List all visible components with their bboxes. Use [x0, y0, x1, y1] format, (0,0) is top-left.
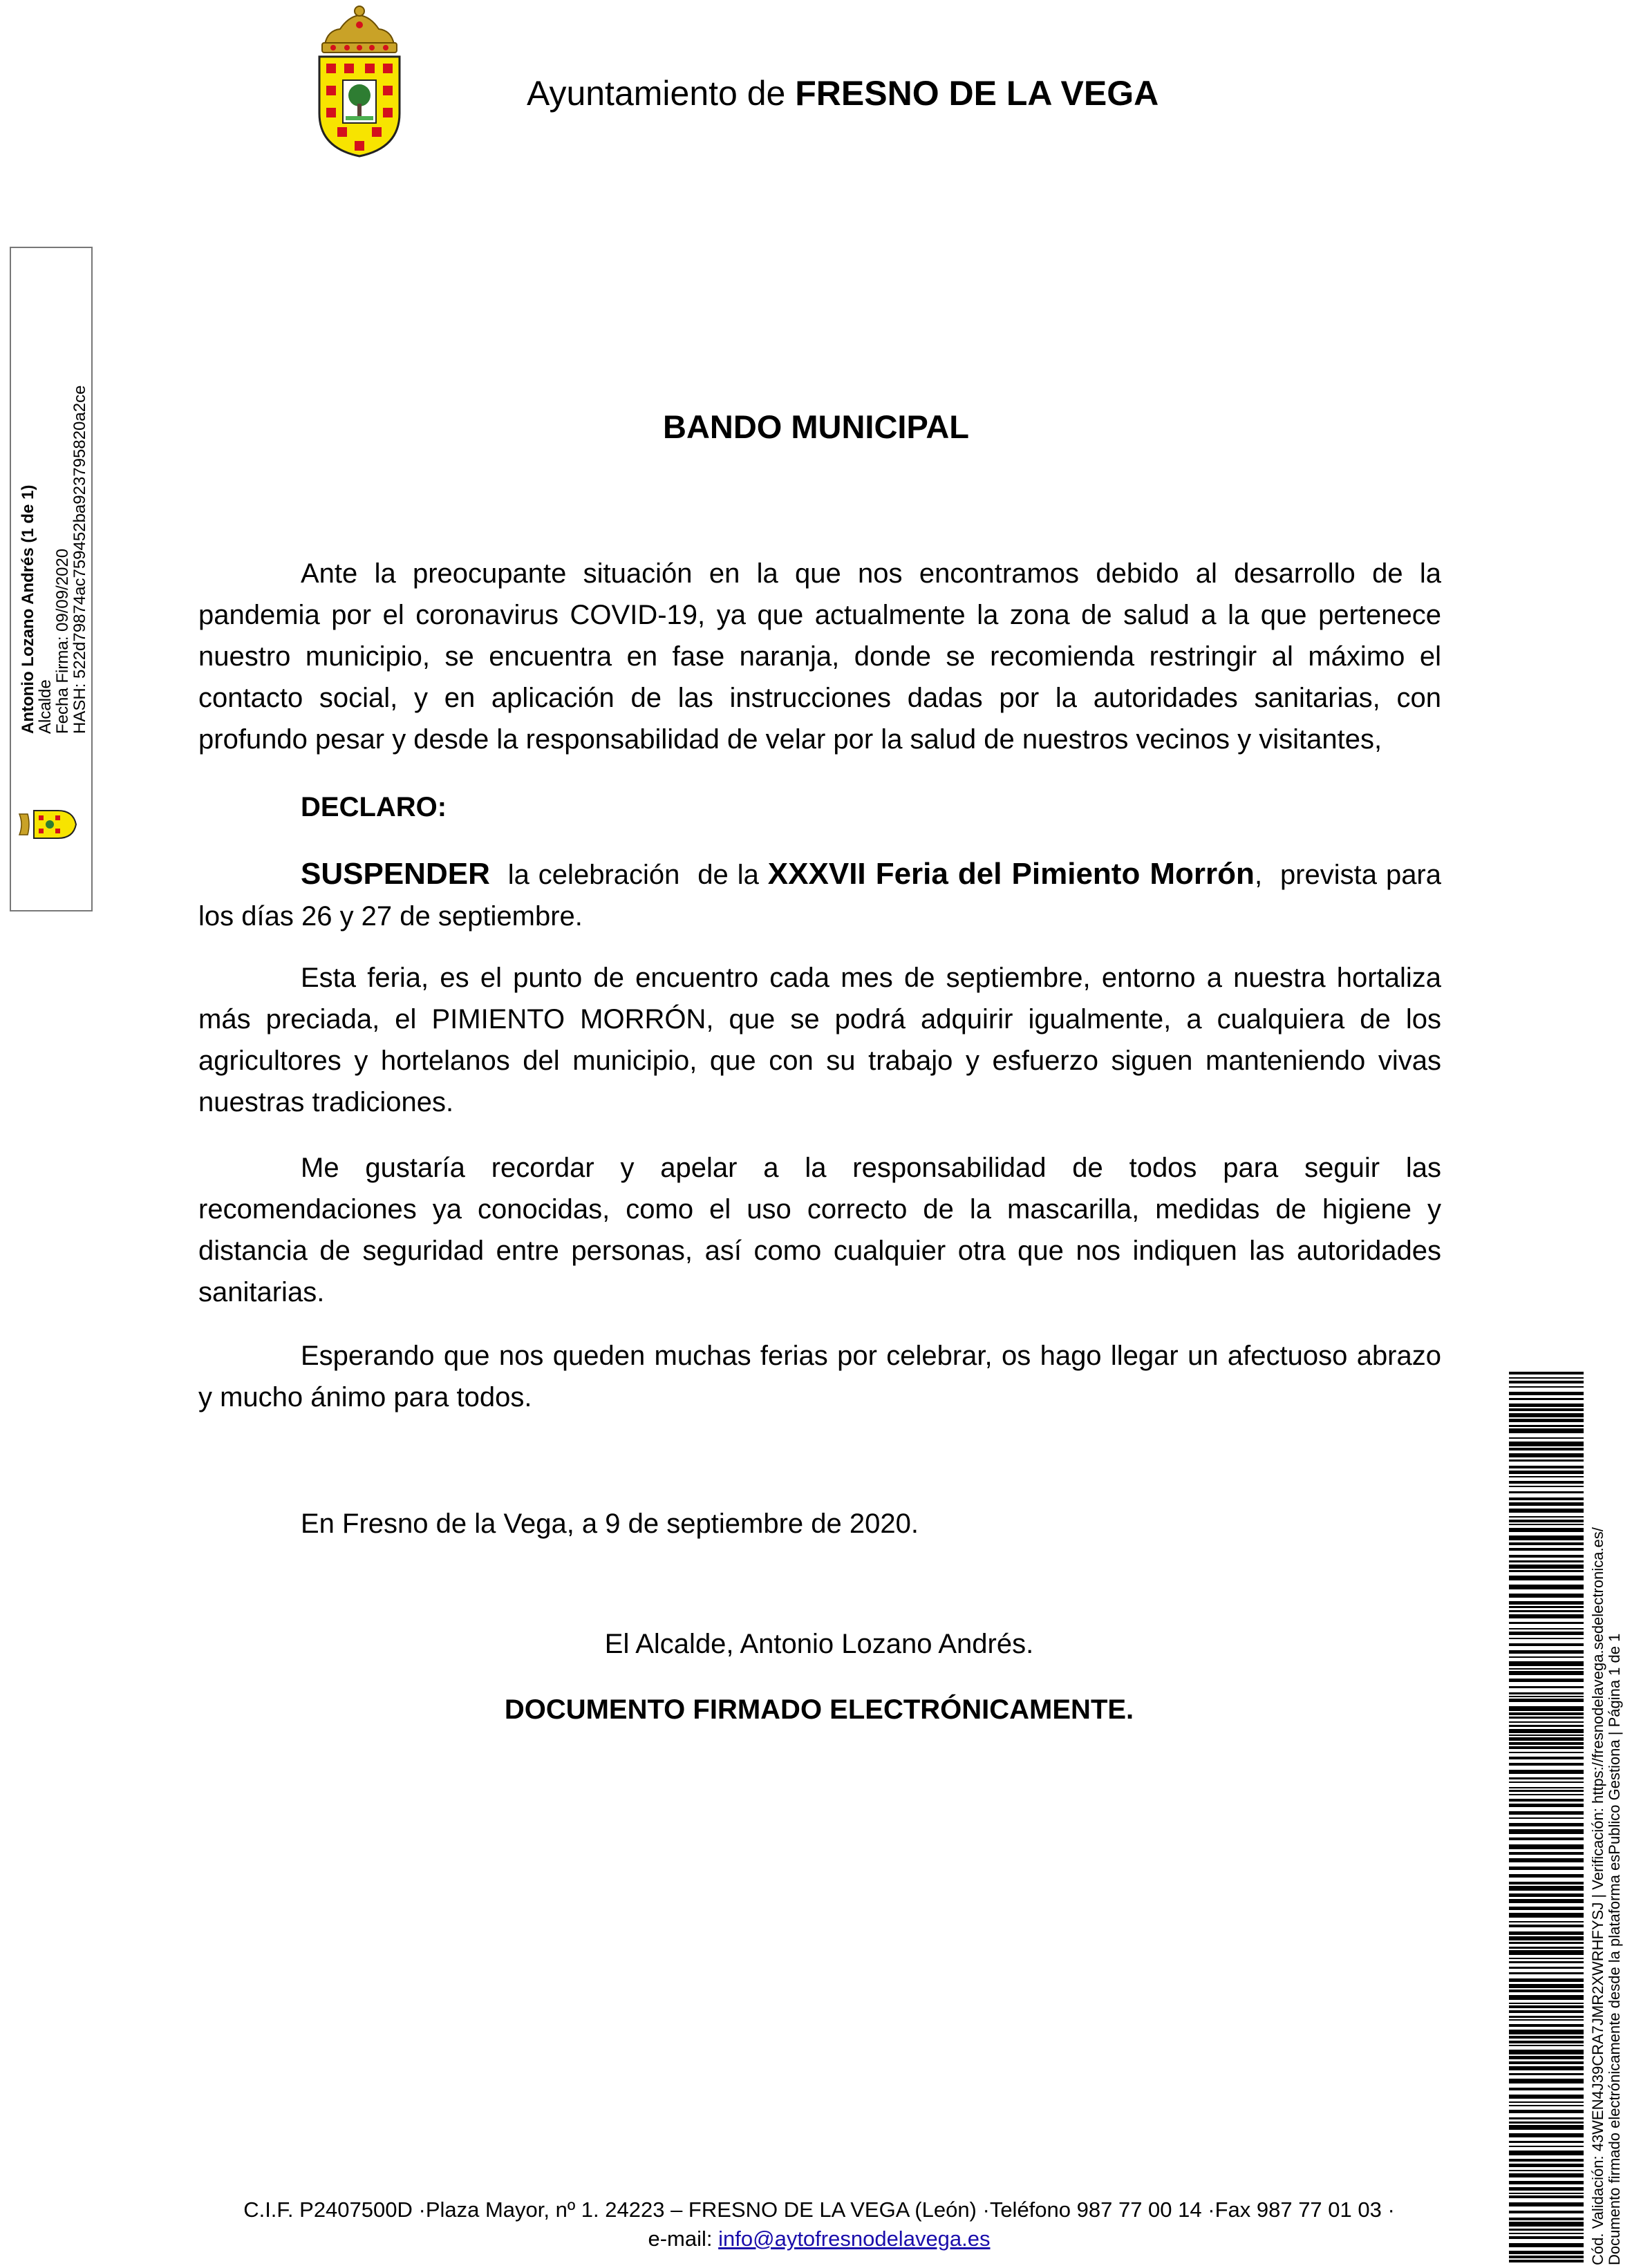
barcode-bar [1509, 1867, 1584, 1870]
barcode-bar [1509, 1721, 1584, 1723]
barcode-bar [1509, 1886, 1584, 1891]
barcode-bar [1509, 1737, 1584, 1741]
barcode-bar [1509, 2079, 1584, 2083]
signature-hash: HASH: 522d79874ac759452ba923795820a2ce [71, 385, 89, 734]
barcode-bar [1509, 1386, 1584, 1388]
barcode-bar [1509, 1610, 1584, 1612]
footer-email-label: e-mail: [648, 2227, 719, 2251]
barcode-bar [1509, 1509, 1584, 1513]
barcode-bar [1509, 1679, 1584, 1682]
signature-name: Antonio Lozano Andrés (1 de 1) [19, 484, 37, 734]
barcode-bar [1509, 1950, 1584, 1955]
barcode-bar [1509, 1823, 1584, 1826]
barcode-bar [1509, 1907, 1584, 1910]
barcode-bar [1509, 1984, 1584, 1988]
date-line: En Fresno de la Vega, a 9 de septiembre de 2020. [301, 1509, 919, 1539]
barcode-bar [1509, 1746, 1584, 1749]
barcode-bar [1509, 2125, 1584, 2130]
barcode-bar [1509, 1628, 1584, 1629]
barcode-bar [1509, 2016, 1584, 2018]
barcode-bar [1509, 1565, 1584, 1569]
barcode-bar [1509, 2088, 1584, 2090]
barcode-bar [1509, 1442, 1584, 1446]
barcode-bar [1509, 2222, 1584, 2227]
municipal-crest-logo [312, 3, 406, 158]
barcode-bar [1509, 1712, 1584, 1715]
paragraph-despedida: Esperando que nos queden muchas ferias por celebrar, os hago llegar un afectuoso abrazo y mucho ánimo para todos. [198, 1341, 1441, 1412]
barcode-bar [1509, 1967, 1584, 1969]
barcode-bar [1509, 1893, 1584, 1897]
barcode-bar [1509, 2030, 1584, 2034]
signed-notice: DOCUMENTO FIRMADO ELECTRÓNICAMENTE. [504, 1694, 1134, 1725]
barcode-bar [1509, 1874, 1584, 1878]
barcode-bar [1509, 1381, 1584, 1383]
barcode-bar [1509, 2105, 1584, 2106]
barcode-bar [1509, 1757, 1584, 1759]
paragraph-responsabilidad: Me gustaría recordar y apelar a la responsabilidad de todos para seguir las recomendaciones ya conocidas, como el uso correcto de la mascarilla, medidas de higiene y distancia de seguridad entre personas, así como cualquier otra que nos indiquen las autoridades sanitarias. [198, 1153, 1441, 1307]
barcode-bar [1509, 1717, 1584, 1719]
footer-address: C.I.F. P2407500D ·Plaza Mayor, nº 1. 24223 – FRESNO DE LA VEGA (León) ·Teléfono 987 77 00 14 ·Fax 987 77 01 03 · [243, 2198, 1395, 2222]
barcode-bar [1509, 1844, 1584, 1849]
barcode-bar [1509, 1516, 1584, 1518]
barcode-bar [1509, 1921, 1584, 1922]
barcode-bar [1509, 1852, 1584, 1855]
barcode-bar [1509, 1524, 1584, 1525]
barcode-bar [1509, 2133, 1584, 2137]
suspender-text-2: , prevista para los días 26 y 27 de septiembre. [198, 860, 1450, 932]
barcode-bar [1509, 1448, 1584, 1450]
verification-code-line: Cód. Validación: 43WEN4J39CRA7JMR2XWRHFYSJ | Verificación: https://fresnodelavega.sedelectronica.es/ [1589, 1527, 1606, 2265]
barcode-bar [1509, 1811, 1584, 1815]
barcode-bar [1509, 2164, 1584, 2167]
barcode-bar [1509, 1837, 1584, 1840]
barcode-bar [1509, 2260, 1584, 2262]
barcode-bar [1509, 1936, 1584, 1940]
barcode-bar [1509, 1692, 1584, 1694]
barcode-bar [1509, 1882, 1584, 1884]
signature-role: Alcalde [36, 679, 55, 734]
barcode-bar [1509, 1622, 1584, 1624]
barcode-bar [1509, 1585, 1584, 1589]
barcode-bar [1509, 1459, 1584, 1462]
header-title [527, 73, 1159, 113]
barcode-bar [1509, 2024, 1584, 2027]
barcode-bar [1509, 1520, 1584, 1522]
barcode-bar [1509, 1961, 1584, 1963]
barcode-bar [1509, 1787, 1584, 1788]
barcode-bar [1509, 2110, 1584, 2113]
barcode-bar [1509, 1528, 1584, 1532]
barcode-bar [1509, 1656, 1584, 1658]
barcode-bar [1509, 1476, 1584, 1477]
suspender-label: SUSPENDER [301, 857, 490, 891]
barcode-bar [1509, 1742, 1584, 1745]
barcode-bar [1509, 1777, 1584, 1779]
barcode-bar [1509, 1606, 1584, 1608]
barcode-bar [1509, 2146, 1584, 2147]
event-name: XXXVII Feria del Pimiento Morrón [767, 857, 1255, 891]
barcode-bar [1509, 1899, 1584, 1903]
barcode-bar [1509, 2095, 1584, 2099]
barcode-bar [1509, 2159, 1584, 2162]
document-title: BANDO MUNICIPAL [663, 408, 969, 445]
barcode-bar [1509, 1752, 1584, 1753]
paragraph-intro: Ante la preocupante situación en la que nos encontramos debido al desarrollo de la pandemia por el coronavirus COVID-19, ya que actualmente la zona de salud a la que pertenece nuestro municipio, se encuentra en fase naranja, donde se recomienda restringir al máximo el contacto social, y en aplicación de las instrucciones dadas por la autoridades sanitarias, con profundo pesar y desde la responsabilidad de velar por la salud de nuestros vecinos y visitantes, [198, 558, 1441, 755]
barcode-bar [1509, 1958, 1584, 1959]
barcode-bar [1509, 1437, 1584, 1439]
barcode-bar [1509, 1542, 1584, 1545]
barcode-bar [1509, 2010, 1584, 2013]
barcode-bar [1509, 2151, 1584, 2155]
header-title-municipality: FRESNO DE LA VEGA [795, 74, 1159, 113]
barcode-bar [1509, 1858, 1584, 1862]
barcode-bar [1509, 2056, 1584, 2059]
barcode-bar [1509, 1614, 1584, 1618]
barcode-bar [1509, 1555, 1584, 1558]
barcode-bar [1509, 2045, 1584, 2046]
barcode-bar [1509, 1428, 1584, 1433]
barcode-bar [1509, 1466, 1584, 1468]
verification-text-block [1590, 1527, 1623, 2265]
declaro-heading [198, 786, 1441, 828]
barcode-bar [1509, 2181, 1584, 2184]
barcode-bar [1509, 1794, 1584, 1795]
barcode-bar [1509, 1729, 1584, 1733]
barcode-bar [1509, 2170, 1584, 2171]
barcode-bar [1509, 1497, 1584, 1500]
barcode-bar [1509, 1377, 1584, 1379]
barcode-bar [1509, 1978, 1584, 1982]
barcode-bar [1509, 1804, 1584, 1807]
barcode-bar [1509, 2036, 1584, 2039]
barcode-bar [1509, 1686, 1584, 1688]
barcode-bar [1509, 1668, 1584, 1670]
barcode-bar [1509, 2121, 1584, 2124]
signer-line: El Alcalde, Antonio Lozano Andrés. [604, 1629, 1034, 1659]
barcode-bar [1509, 2173, 1584, 2177]
barcode-bar [1509, 1570, 1584, 1572]
barcode-bar [1509, 2101, 1584, 2103]
barcode-bar [1509, 1481, 1584, 1484]
barcode-bar [1509, 2050, 1584, 2054]
barcode-bar [1509, 1972, 1584, 1974]
barcode-bar [1509, 1404, 1584, 1407]
barcode-bar [1509, 1408, 1584, 1411]
barcode-bar [1509, 2073, 1584, 2075]
barcode-bar [1509, 1913, 1584, 1918]
barcode-bar [1509, 1535, 1584, 1540]
declaro-label: DECLARO: [301, 792, 447, 822]
verification-barcode [1509, 1372, 1584, 2263]
barcode-bar [1509, 1799, 1584, 1802]
barcode-bar [1509, 1790, 1584, 1792]
barcode-bar [1509, 2141, 1584, 2143]
barcode-bar [1509, 1413, 1584, 1417]
barcode-bar [1509, 1706, 1584, 1711]
barcode-bar [1509, 1770, 1584, 1774]
barcode-bar [1509, 1931, 1584, 1935]
barcode-bar [1509, 1594, 1584, 1598]
barcode-bar [1509, 1491, 1584, 1493]
verification-platform-line: Documento firmado electrónicamente desde la plataforma esPublico Gestiona | Página 1 de 1 [1606, 1633, 1623, 2265]
barcode-bar [1509, 2005, 1584, 2008]
barcode-bar [1509, 2041, 1584, 2043]
barcode-bar [1509, 2187, 1584, 2191]
barcode-bar [1509, 1661, 1584, 1666]
paragraph-feria: Esta feria, es el punto de encuentro cada mes de septiembre, entorno a nuestra hortaliza más preciada, el PIMIENTO MORRÓN, que se podrá adquirir igualmente, a cualquiera de los agricultores y hortelanos del municipio, que con su trabajo y esfuerzo siguen manteniendo vivas nuestras tradiciones. [198, 963, 1441, 1117]
barcode-bar [1509, 1735, 1584, 1736]
barcode-bar [1509, 1425, 1584, 1427]
barcode-bar [1509, 1995, 1584, 2000]
barcode-bar [1509, 2193, 1584, 2194]
barcode-bar [1509, 1419, 1584, 1422]
barcode-bar [1509, 1763, 1584, 1766]
barcode-bar [1509, 1486, 1584, 1487]
barcode-bar [1509, 1925, 1584, 1927]
barcode-bar [1509, 1576, 1584, 1580]
barcode-bar [1509, 1671, 1584, 1675]
barcode-bar [1509, 1942, 1584, 1944]
paragraph-suspender [198, 853, 1450, 937]
barcode-bar [1509, 1548, 1584, 1551]
barcode-bar [1509, 1398, 1584, 1400]
barcode-bar [1509, 1699, 1584, 1702]
barcode-bar [1509, 1638, 1584, 1639]
footer-email-line [0, 2227, 1632, 2251]
barcode-bar [1509, 1502, 1584, 1506]
barcode-bar [1509, 1601, 1584, 1605]
suspender-text-1: la celebración de la [489, 860, 768, 890]
barcode-bar [1509, 1372, 1584, 1374]
barcode-bar [1509, 1392, 1584, 1395]
barcode-bar [1509, 1829, 1584, 1834]
barcode-bar [1509, 1632, 1584, 1635]
barcode-bar [1509, 1643, 1584, 1646]
signature-crest-icon [17, 800, 93, 849]
barcode-bar [1509, 1453, 1584, 1457]
barcode-bar [1509, 2061, 1584, 2064]
barcode-bar [1509, 1947, 1584, 1949]
barcode-bar [1509, 2066, 1584, 2070]
signature-date: Fecha Firma: 09/09/2020 [53, 548, 72, 734]
barcode-bar [1509, 1471, 1584, 1474]
barcode-bar [1509, 1990, 1584, 1992]
header-title-prefix: Ayuntamiento de [527, 74, 796, 113]
barcode-bar [1509, 1725, 1584, 1727]
barcode-bar [1509, 1650, 1584, 1654]
barcode-bar [1509, 1782, 1584, 1783]
barcode-bar [1509, 2019, 1584, 2021]
barcode-bar [1509, 2256, 1584, 2258]
barcode-bar [1509, 2117, 1584, 2119]
footer-email-link[interactable]: info@aytofresnodelavega.es [718, 2227, 991, 2251]
barcode-bar [1509, 1696, 1584, 1697]
barcode-bar [1509, 1560, 1584, 1562]
barcode-bar [1509, 2003, 1584, 2004]
barcode-bar [1509, 1817, 1584, 1819]
